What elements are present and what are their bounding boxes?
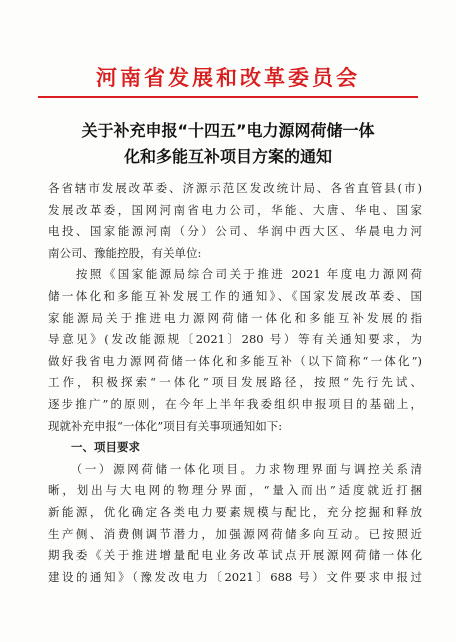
body-line: 工作，积极探索“一体化”项目发展路径，按照“先行先试、 [48, 375, 422, 390]
body-line: 电投、国家能源河南（分）公司、华润中西大区、华晨电力河 [48, 224, 422, 239]
body-line: 按照《国家能源局综合司关于推进 2021 年度电力源网荷 [48, 267, 422, 282]
body-line: 各省辖市发展改革委、济源示范区发改统计局、各省直管县(市) [48, 181, 422, 195]
body-line: 期我委《关于推进增量配电业务改革试点开展源网荷储一体化 [48, 548, 422, 563]
body-line: 家能源局关于推进电力源网荷储一体化和多能互补发展的指 [48, 310, 422, 325]
body-line: 南公司、豫能控股，有关单位: [48, 245, 202, 260]
body-line: （一）源网荷储一体化项目。力求物理界面与调控关系清 [48, 461, 422, 476]
agency-header: 河南省发展和改革委员会 [96, 66, 360, 90]
body-line: 发展改革委，国网河南省电力公司，华能、大唐、华电、国家 [48, 202, 422, 217]
body-line: 导意见》(发改能源规〔2021〕280 号）等有关通知要求，为 [48, 332, 422, 347]
title-line: 关于补充申报“十四五”电力源网荷储一体 [81, 121, 375, 140]
body-line: 现就补充申报“一体化”项目有关事项通知如下: [48, 418, 283, 433]
body-line: 做好我省电力源网荷储一体化和多能互补（以下简称“一体化”) [48, 353, 422, 368]
title-line: 化和多能互补项目方案的通知 [123, 147, 332, 166]
section-heading: 一、项目要求 [48, 440, 140, 455]
document-title [40, 118, 416, 170]
body-line: 生产侧、消费侧调节潜力，加强源网荷储多向互动。已按照近 [48, 526, 422, 541]
document-body [48, 178, 422, 588]
red-divider-line [38, 96, 418, 98]
body-line: 新能源，优化确定各类电力要素规模与配比，充分挖掘和释放 [48, 504, 422, 519]
body-line: 储一体化和多能互补发展工作的通知》、《国家发展改革委、国 [48, 288, 422, 303]
body-line: 晰，划出与大电网的物理分界面，“量入而出”适度就近打捆 [48, 483, 422, 498]
body-line: 建设的通知》（豫发改电力〔2021〕688 号）文件要求申报过 [48, 569, 422, 584]
body-line: 逐步推广”的原则，在今年上半年我委组织申报项目的基础上， [48, 396, 422, 411]
